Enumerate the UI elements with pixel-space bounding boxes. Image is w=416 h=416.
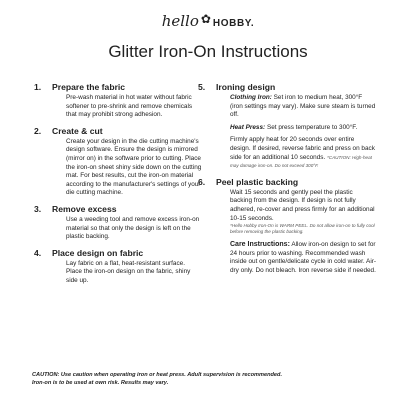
step-number: 6. — [198, 176, 206, 187]
apply-heat-text: Firmly apply heat for 20 seconds over entire design. If desired, reverse fabric and press on back side for an additional 10 seconds. — [230, 136, 375, 161]
brand-logo-block: HOBBY. — [212, 18, 255, 29]
step-number: 5. — [198, 82, 206, 92]
right-column — [198, 82, 377, 276]
step-title: Remove excess — [52, 203, 117, 214]
left-column — [34, 82, 202, 292]
footer-caution — [32, 372, 392, 387]
step-body: Pre-wash material in hot water without fabric softener to pre-shrink and remove chemicals that may prohibit strong adhesion. — [66, 94, 193, 119]
heat-caution-note: *CAUTION: High-heat may damage iron-on. Do not exceed 300°F. — [230, 154, 372, 169]
heat-press-label: Heat Press: — [230, 123, 266, 131]
step-title: Create & cut — [52, 125, 103, 136]
brand-header — [0, 8, 416, 34]
step-create-cut — [34, 125, 202, 198]
peel-text: Wait 15 seconds and gently peel the plastic backing from the design. If design is not fully adhered, re-cover and press firmly for an additional 10-15 seconds. — [230, 188, 375, 222]
footer-line-2: Iron-on is to be used at own risk. Results may vary. — [32, 379, 169, 386]
heat-press-paragraph — [230, 124, 376, 133]
step-title: Place design on fabric — [52, 247, 144, 258]
step-place-design — [34, 247, 202, 286]
apply-heat-paragraph — [230, 136, 376, 170]
step-number: 3. — [34, 203, 42, 214]
brand-logo — [162, 12, 255, 30]
step-title: Prepare the fabric — [52, 82, 126, 92]
care-text: Allow iron-on design to set for 24 hours prior to washing. Recommended wash inside out on gentle/delicate cycle in cold water. Air-dry only. Do not bleach. Iron reverse side if needed. — [230, 241, 377, 274]
step-number: 4. — [34, 247, 42, 258]
clothing-iron-label: Clothing Iron: — [230, 94, 272, 101]
step-body — [216, 94, 376, 171]
step-title: Ironing design — [216, 82, 276, 92]
clothing-iron-paragraph — [230, 94, 376, 120]
step-body: Create your design in the die cutting machine's design software. Ensure the design is mirrored (mirror on) in the software prior to cutting. Place the iron-on sheet shiny side down on the cutting mat. For best results, cut the iron-on material according to the manufacturer's settings of your die cutting machine. — [66, 137, 202, 197]
warm-peel-note: *Hello Hobby Iron-On is WARM PEEL. Do not allow iron-on to fully cool before removing the plastic backing. — [230, 223, 375, 235]
page-title: Glitter Iron-On Instructions — [108, 42, 308, 61]
care-instructions — [230, 241, 376, 275]
heat-press-text: Set press temperature to 300°F. — [266, 123, 358, 131]
clothing-iron-text: Set iron to medium heat, 300°F (iron settings may vary). Make sure steam is turned off. — [230, 94, 376, 119]
brand-logo-script: hello — [161, 12, 199, 30]
step-number: 1. — [34, 82, 42, 92]
step-remove-excess — [34, 203, 202, 242]
step-body — [216, 189, 376, 235]
footer-line-1: CAUTION: Use caution when operating iron or heat press. Adult supervision is recommended. — [32, 372, 282, 378]
step-prepare — [34, 82, 202, 120]
care-label: Care Instructions: — [230, 241, 290, 249]
step-number: 2. — [34, 125, 42, 136]
step-body: Lay fabric on a flat, heat-resistant surface. Place the iron-on design on the fabric, shiny side up. — [66, 259, 191, 284]
step-ironing — [198, 82, 376, 171]
step-title: Peel plastic backing — [216, 176, 299, 187]
step-body: Use a weeding tool and remove excess iron-on material so that only the design is left on the plastic backing. — [66, 215, 200, 241]
step-peel-backing — [198, 176, 376, 235]
flower-icon: ✿ — [200, 12, 211, 26]
